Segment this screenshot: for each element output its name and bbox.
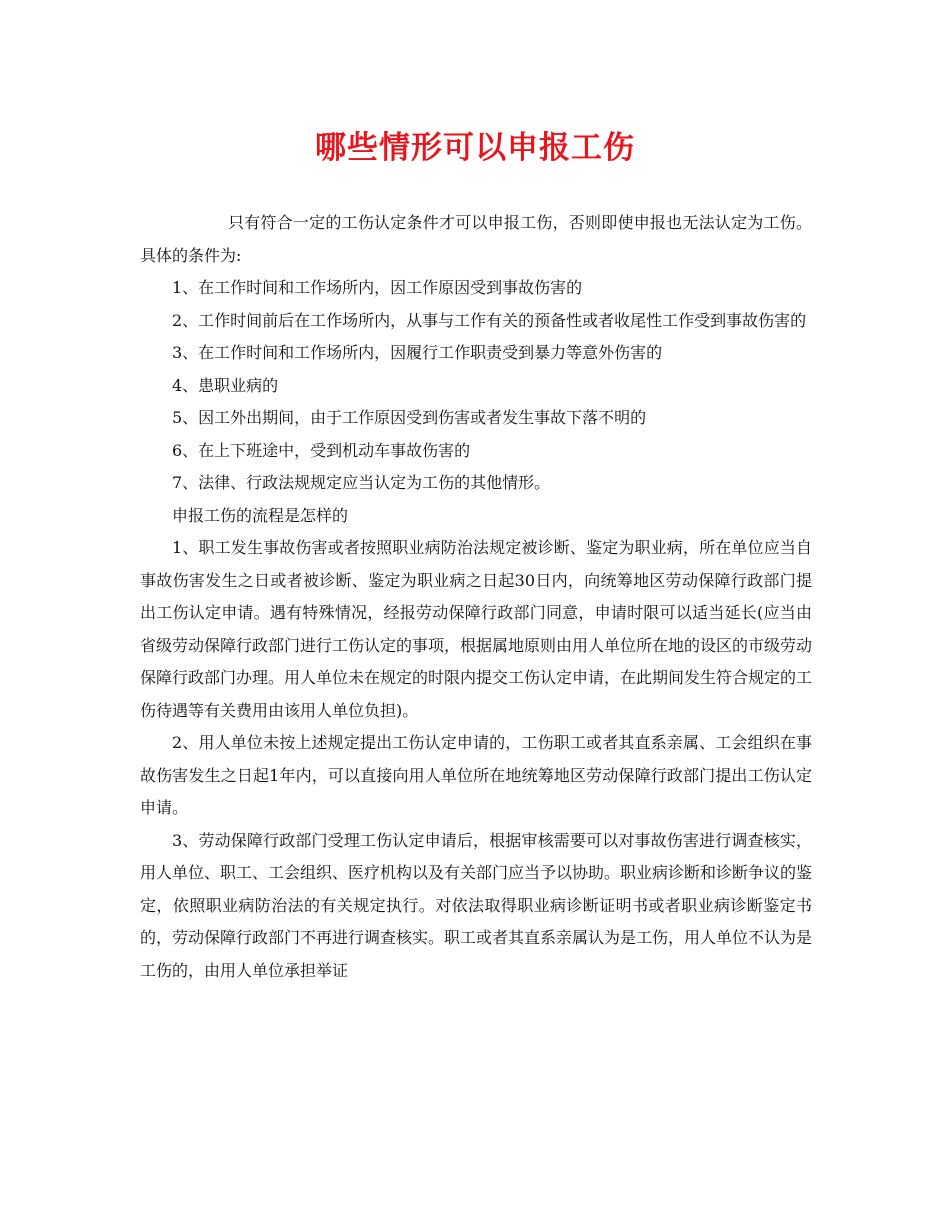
process-step-3: 3、劳动保障行政部门受理工伤认定申请后，根据审核需要可以对事故伤害进行调查核实，用人单位、职工、工会组织、医疗机构以及有关部门应当予以协助。职业病诊断和诊断争议的鉴定，依照职业病防治法的有关规定执行。对依法取得职业病诊断证明书或者职业病诊断鉴定书的，劳动保障行政部门不再进行调查核实。职工或者其直系亲属认为是工伤，用人单位不认为是工伤的，由用人单位承担举证 xyxy=(140,830,813,980)
document-title: 哪些情形可以申报工伤 xyxy=(315,130,635,166)
condition-item-5: 5、因工外出期间，由于工作原因受到伤害或者发生事故下落不明的 xyxy=(172,408,647,427)
document-body xyxy=(140,207,812,987)
process-heading: 申报工伤的流程是怎样的 xyxy=(172,505,349,525)
condition-item-6: 6、在上下班途中，受到机动车事故伤害的 xyxy=(172,440,471,460)
condition-item-7: 7、法律、行政法规规定应当认定为工伤的其他情形。 xyxy=(172,473,551,492)
process-step-1: 1、职工发生事故伤害或者按照职业病防治法规定被诊断、鉴定为职业病，所在单位应当自事故伤害发生之日或者被诊断、鉴定为职业病之日起30日内，向统筹地区劳动保障行政部门提出工伤认定申请。遇有特殊情况，经报劳动保障行政部门同意，申请时限可以适当延长(应当由省级劳动保障行政部门进行工伤认定的事项，根据属地原则由用人单位所在地的设区的市级劳动保障行政部门办理。用人单位未在规定的时限内提交工伤认定申请，在此期间发生符合规定的工伤待遇等有关费用由该用人单位负担)。 xyxy=(140,538,813,720)
process-step-2: 2、用人单位未按上述规定提出工伤认定申请的，工伤职工或者其直系亲属、工会组织在事故伤害发生之日起1年内，可以直接向用人单位所在地统筹地区劳动保障行政部门提出工伤认定申请。 xyxy=(140,733,812,817)
condition-item-4: 4、患职业病的 xyxy=(172,375,279,395)
condition-item-2: 2、工作时间前后在工作场所内，从事与工作有关的预备性或者收尾性工作受到事故伤害的 xyxy=(172,310,807,330)
intro-paragraph: 只有符合一定的工伤认定条件才可以申报工伤，否则即使申报也无法认定为工伤。具体的条件为: xyxy=(140,213,812,265)
condition-item-3: 3、在工作时间和工作场所内，因履行工作职责受到暴力等意外伤害的 xyxy=(172,343,663,362)
condition-item-1: 1、在工作时间和工作场所内，因工作原因受到事故伤害的 xyxy=(172,278,583,297)
